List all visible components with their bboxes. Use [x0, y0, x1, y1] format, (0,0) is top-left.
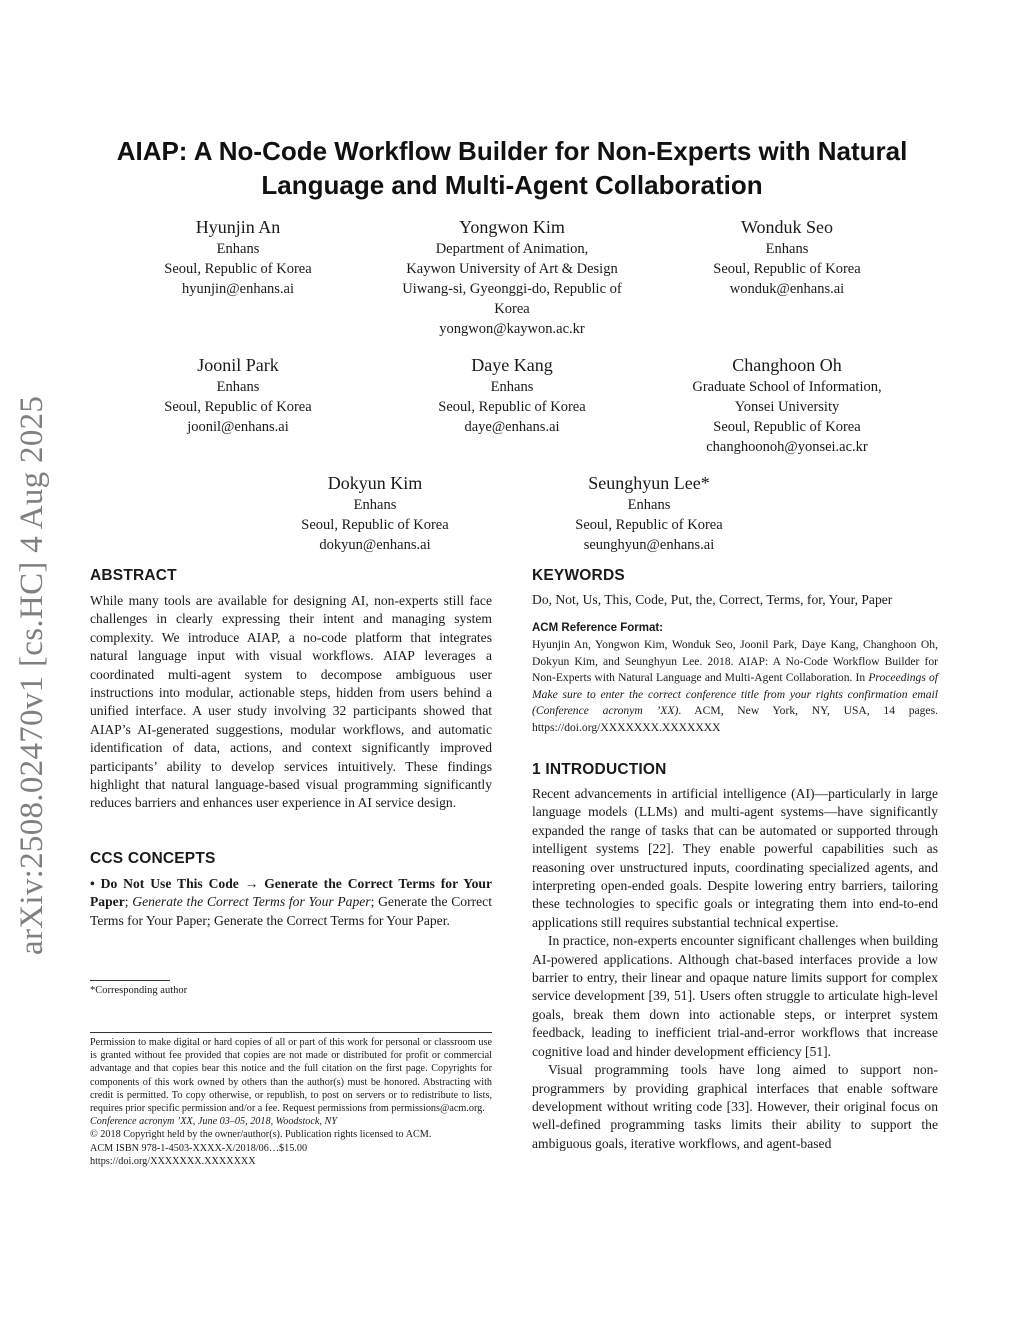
introduction-heading: 1 INTRODUCTION: [532, 761, 667, 778]
author-location: Seoul, Republic of Korea: [438, 399, 586, 415]
author-block: [138, 215, 338, 299]
ccs-concept-italic: Generate the Correct Terms for Your Paper: [132, 894, 371, 910]
author-affiliation: Graduate School of Information,: [692, 379, 882, 395]
author-affiliation: Enhans: [765, 241, 809, 257]
author-name: Wonduk Seo: [740, 217, 834, 237]
author-affiliation: Enhans: [216, 379, 260, 395]
acm-reference-tail: . ACM, New York, NY, USA, 14 pages. https://doi.org/XXXXXXX.XXXXXXX: [532, 704, 938, 734]
author-block: [275, 471, 475, 555]
footnote: *Corresponding author: [90, 985, 188, 996]
author-name: Joonil Park: [197, 355, 279, 375]
ccs-concept-bold: • Do Not Use This Code → Generate the Correct Terms for Your Paper: [90, 876, 492, 910]
author-location: Seoul, Republic of Korea: [301, 517, 449, 533]
acm-reference-proceedings: Proceedings of Make sure to enter the correct conference title from your rights confirmation email (Conference acronym ’XX): [532, 671, 938, 718]
intro-paragraph: In practice, non-experts encounter significant challenges when building AI-powered applications. Although chat-based interfaces provide a low barrier to entry, their linear and opaque nature limits support for complex service development [39, 51]. Users often struggle to articulate high-level goals, break them down into actionable steps, or interpret system feedback, leading to inefficient trial-and-error workflows that increase cognitive load and hinder development efficiency [51].: [532, 933, 938, 1059]
author-block: [662, 353, 912, 457]
author-name: Hyunjin An: [195, 217, 281, 237]
ccs-heading: CCS CONCEPTS: [90, 850, 216, 867]
intro-paragraph: Recent advancements in artificial intelligence (AI)—particularly in large language models (LLMs) and multi-agent systems—have significantly expanded the range of tasks that can be automated or supported through intelligent systems [22]. They enable powerful capabilities such as reasoning over unstructured inputs, coordinating specialized agents, and interpreting open-ended goals. Despite lowering entry barriers, tailoring these technologies to specific goals or integrating them into end-to-end applications still requires substantial technical expertise.: [532, 786, 938, 930]
footnote-divider: [90, 980, 170, 981]
author-location: Seoul, Republic of Korea: [713, 261, 861, 277]
author-affiliation: Kaywon University of Art & Design: [406, 261, 618, 277]
author-affiliation: Enhans: [216, 241, 260, 257]
author-location: Seoul, Republic of Korea: [164, 261, 312, 277]
author-affiliation: Yonsei University: [734, 399, 840, 415]
author-name: Changhoon Oh: [732, 355, 842, 375]
keywords-list: Do, Not, Us, This, Code, Put, the, Correct, Terms, for, Your, Paper: [532, 592, 893, 607]
author-location: Uiwang-si, Gyeonggi-do, Republic of: [402, 281, 622, 297]
author-email: changhoonoh@yonsei.ac.kr: [706, 439, 868, 455]
author-block: [412, 353, 612, 437]
introduction-body: [532, 785, 938, 1153]
author-location: Seoul, Republic of Korea: [713, 419, 861, 435]
author-email: wonduk@enhans.ai: [729, 281, 845, 297]
author-email: hyunjin@enhans.ai: [181, 281, 294, 297]
acm-reference-authors: Hyunjin An, Yongwon Kim, Wonduk Seo, Joonil Park, Daye Kang, Changhoon Oh, Dokyun Kim, and Seunghyun Lee. 2018. AIAP: A No-Code Workflow Builder for Non-Experts with Natural Language and Multi-Agent Collaboration. In: [532, 638, 938, 685]
author-name: Daye Kang: [471, 355, 553, 375]
acm-reference: [532, 637, 938, 737]
acm-reference-label: ACM Reference Format:: [532, 622, 663, 634]
ccs-concept-rest: ; Generate the Correct Terms for Your Paper; Generate the Correct Terms for Your Paper.: [90, 894, 492, 928]
author-location: Seoul, Republic of Korea: [575, 517, 723, 533]
author-email: seunghyun@enhans.ai: [583, 537, 715, 553]
author-email: joonil@enhans.ai: [187, 419, 289, 435]
author-block: [372, 215, 652, 339]
author-block: [549, 471, 749, 555]
author-email: daye@enhans.ai: [464, 419, 560, 435]
abstract-heading: ABSTRACT: [90, 567, 177, 584]
intro-paragraph: Visual programming tools have long aimed to support non-programmers by providing graphical interfaces that enable software development without writing code [33]. However, their original focus on well-defined programming tasks limits their ability to support the ambiguous goals, iterative workflows, and agent-based: [532, 1062, 938, 1151]
keywords-heading: KEYWORDS: [532, 567, 625, 584]
conference-line: Conference acronym ’XX, June 03–05, 2018, Woodstock, NY: [90, 1116, 338, 1128]
author-name: Seunghyun Lee*: [588, 473, 710, 493]
abstract-body: [90, 592, 492, 813]
paper-title: AIAP: A No-Code Workflow Builder for Non-Experts with Natural Language and Multi-Agent Collaboration: [116, 136, 908, 200]
permission-text: Permission to make digital or hard copies of all or part of this work for personal or classroom use is granted without fee provided that copies are not made or distributed for profit or commercial advantage and that copies bear this notice and the full citation on the first page. Copyrights for components of this work owned by others than the author(s) must be honored. Abstracting with credit is permitted. To copy otherwise, or republish, to post on servers or to redistribute to lists, requires prior specific permission and/or a fee. Request permissions from permissions@acm.org.: [90, 1037, 492, 1115]
author-name: Yongwon Kim: [459, 217, 565, 237]
doi-line: https://doi.org/XXXXXXX.XXXXXXX: [90, 1155, 256, 1167]
author-email: yongwon@kaywon.ac.kr: [439, 321, 585, 337]
ccs-body: • Do Not Use This Code → Generate the Correct Terms for Your Paper; Generate the Correct Terms for Your Paper; Generate the Correct Terms for Your Paper; Generate the Correct Terms for Your Paper.: [90, 876, 492, 928]
author-location: Korea: [494, 301, 530, 317]
author-block: [138, 353, 338, 437]
author-name: Dokyun Kim: [327, 473, 423, 493]
author-email: dokyun@enhans.ai: [319, 537, 431, 553]
author-affiliation: Enhans: [627, 497, 671, 513]
author-affiliation: Department of Animation,: [435, 241, 589, 257]
author-affiliation: Enhans: [490, 379, 534, 395]
isbn-line: ACM ISBN 978-1-4503-XXXX-X/2018/06…$15.00: [90, 1142, 308, 1154]
author-location: Seoul, Republic of Korea: [164, 399, 312, 415]
author-affiliation: Enhans: [353, 497, 397, 513]
abstract-paragraph: While many tools are available for designing AI, non-experts still face challenges in clearly expressing their intent and managing system complexity. We introduce AIAP, a no-code platform that integrates natural language input with visual workflows. AIAP leverages a coordinated multi-agent system to decompose ambiguous user instructions into modular, actionable steps, hidden from users behind a unified interface. A user study involving 32 participants showed that AIAP’s AI-generated suggestions, modular workflows, and automatic identification of data, actions, and context significantly improved participants’ ability to develop services intuitively. These findings highlight that natural language-based visual programming significantly reduces barriers and enhances user experience in AI service design.: [90, 593, 492, 811]
permission-block: [90, 1036, 492, 1168]
copyright-line: © 2018 Copyright held by the owner/author(s). Publication rights licensed to ACM.: [90, 1129, 432, 1141]
arxiv-stamp: arXiv:2508.02470v1 [cs.HC] 4 Aug 2025: [14, 395, 50, 955]
permission-divider: [90, 1032, 492, 1033]
author-block: [687, 215, 887, 299]
